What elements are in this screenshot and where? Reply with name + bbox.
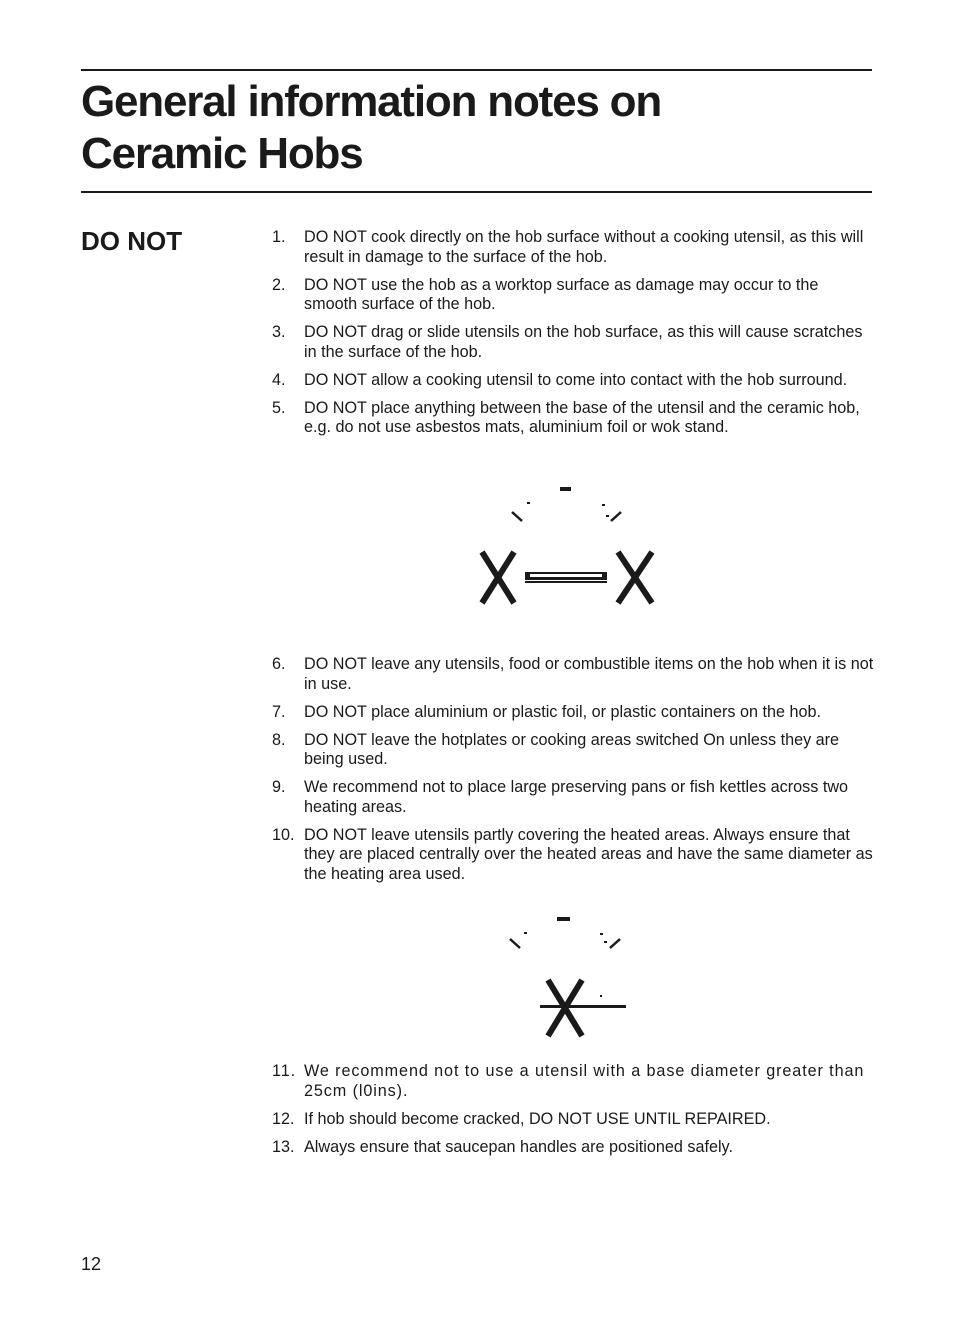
page-title-line-2: Ceramic Hobs xyxy=(81,129,363,178)
pan-right-dot-2 xyxy=(604,941,607,943)
page-title xyxy=(81,76,872,180)
section-heading: DO NOT xyxy=(81,226,183,256)
pan-right-dot xyxy=(600,933,603,935)
list-item xyxy=(272,1062,874,1101)
item-text: Always ensure that saucepan handles are positioned safely. xyxy=(304,1137,733,1156)
item-number: 11. xyxy=(272,1062,297,1080)
left-cross-icon xyxy=(482,552,514,603)
item-number: 7. xyxy=(272,702,286,721)
list-item xyxy=(272,731,874,770)
small-dot xyxy=(600,995,602,997)
off-centre-utensil-illustration xyxy=(500,906,640,1041)
item-text: DO NOT leave utensils partly covering the heated areas. Always ensure that they are placed centrally over the heated areas and have the same diameter as the heating area used. xyxy=(304,825,873,883)
list-item xyxy=(272,1138,874,1158)
right-cross-icon xyxy=(618,552,652,603)
title-bottom-rule xyxy=(81,191,872,193)
item-number: 12. xyxy=(272,1109,295,1128)
list-item xyxy=(272,655,874,694)
item-number: 10. xyxy=(272,825,295,844)
item-text: We recommend not to place large preserving pans or fish kettles across two heating areas. xyxy=(304,778,849,816)
instruction-list-part-3 xyxy=(272,1062,874,1166)
page-number: 12 xyxy=(81,1254,102,1274)
list-item xyxy=(272,228,874,267)
pan-right-dot xyxy=(602,504,605,506)
list-item xyxy=(272,371,874,391)
item-number: 4. xyxy=(272,370,286,389)
item-number: 2. xyxy=(272,275,286,294)
heating-area-line xyxy=(540,1005,626,1008)
prohibited-mat-illustration xyxy=(470,478,670,613)
item-number: 9. xyxy=(272,778,286,796)
item-text: DO NOT place aluminium or plastic foil, or plastic containers on the hob. xyxy=(304,702,822,721)
item-text: DO NOT drag or slide utensils on the hob surface, as this will cause scratches in the surface of the hob. xyxy=(304,323,863,361)
page-title-line-1: General information notes on xyxy=(81,77,662,126)
pan-right-dot-2 xyxy=(606,515,609,517)
item-number: 13. xyxy=(272,1137,295,1156)
pan-left-dot xyxy=(527,502,530,504)
list-item xyxy=(272,778,874,817)
item-text: If hob should become cracked, DO NOT USE UNTIL REPAIRED. xyxy=(304,1109,771,1128)
item-text: DO NOT place anything between the base of the utensil and the ceramic hob, e.g. do not use asbestos mats, aluminium foil or wok stand. xyxy=(304,398,860,436)
item-number: 1. xyxy=(272,228,286,246)
list-item xyxy=(272,826,874,885)
list-item xyxy=(272,323,874,362)
pan-top-mark xyxy=(557,917,570,921)
pan-right-edge xyxy=(611,512,621,521)
top-rule xyxy=(81,69,872,71)
pan-left-edge xyxy=(512,512,522,521)
item-number: 5. xyxy=(272,398,286,417)
item-number: 8. xyxy=(272,730,286,749)
list-item xyxy=(272,1110,874,1130)
item-text: We recommend not to use a utensil with a base diameter greater than 25cm (l0ins). xyxy=(304,1062,865,1100)
pan-left-dot xyxy=(524,932,527,934)
mat-icon xyxy=(525,572,607,583)
item-number: 6. xyxy=(272,655,286,673)
item-text: DO NOT leave any utensils, food or combustible items on the hob when it is not in use. xyxy=(304,655,874,693)
list-item xyxy=(272,276,874,315)
item-text: DO NOT allow a cooking utensil to come into contact with the hob surround. xyxy=(304,370,848,389)
instruction-list-part-2 xyxy=(272,655,874,893)
instruction-list-part-1 xyxy=(272,228,874,446)
pan-right-edge xyxy=(610,939,620,948)
pan-left-edge xyxy=(510,939,520,948)
item-text: DO NOT leave the hotplates or cooking areas switched On unless they are being used. xyxy=(304,730,840,768)
pan-top-mark xyxy=(560,487,571,491)
item-text: DO NOT use the hob as a worktop surface as damage may occur to the smooth surface of the hob. xyxy=(304,275,819,313)
list-item xyxy=(272,703,874,723)
item-text: DO NOT cook directly on the hob surface without a cooking utensil, as this will result in damage to the surface of the hob. xyxy=(304,228,864,266)
item-number: 3. xyxy=(272,323,286,341)
list-item xyxy=(272,399,874,438)
